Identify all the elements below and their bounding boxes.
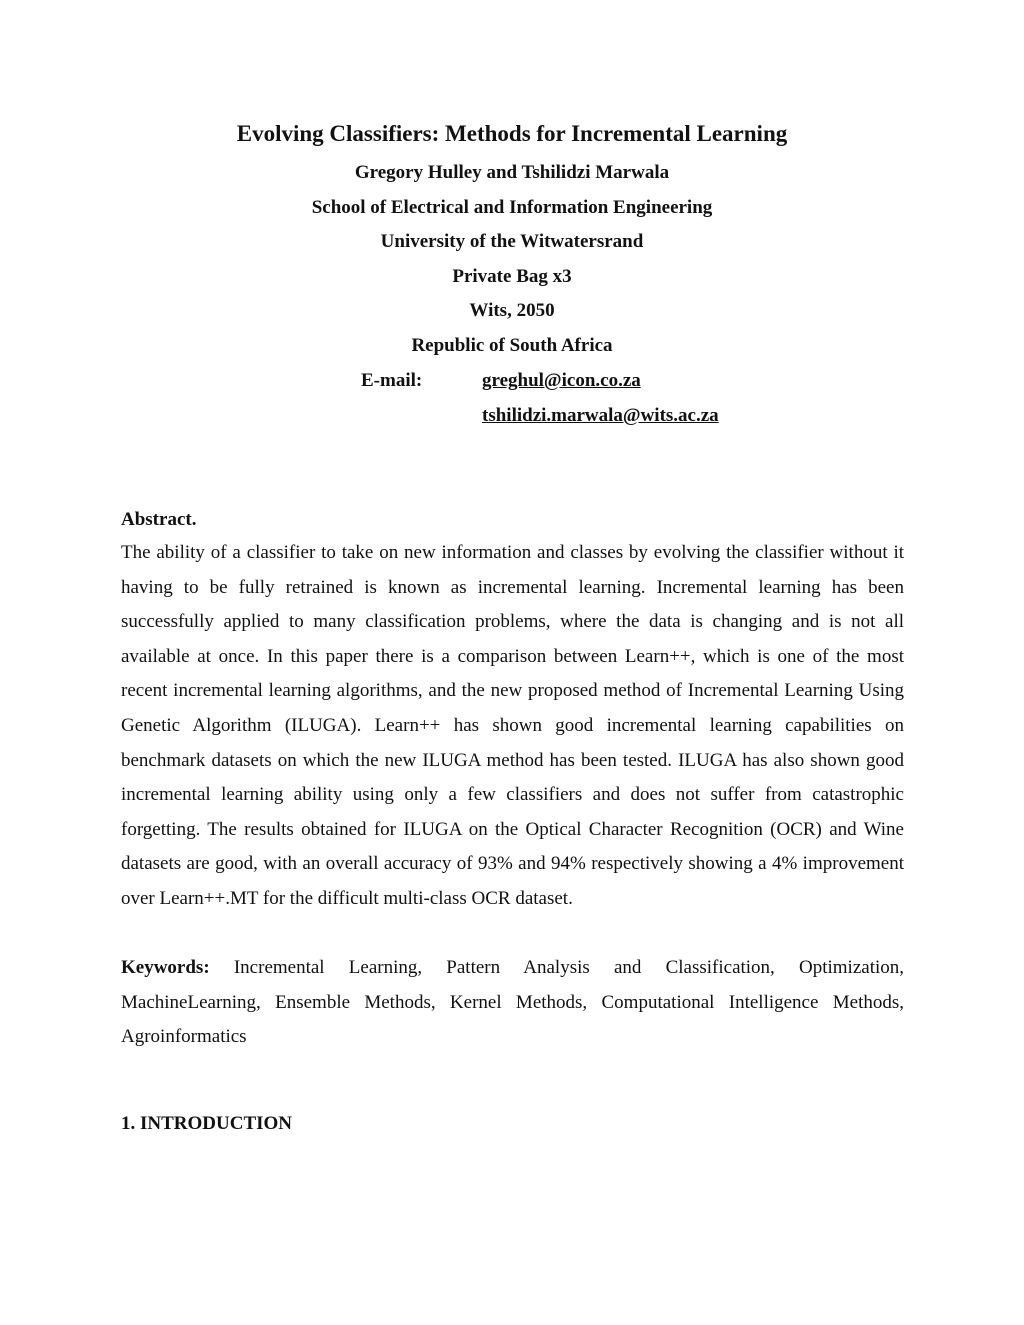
affiliation-university: University of the Witwatersrand xyxy=(380,231,644,252)
abstract-heading: Abstract. xyxy=(121,509,197,530)
affiliation-country: Republic of South Africa xyxy=(411,335,613,356)
email-link-1[interactable]: greghul@icon.co.za xyxy=(482,370,641,391)
abstract-body: The ability of a classifier to take on new information and classes by evolving the classifier without it having to be fully retrained is known as incremental learning. Incremental learning has been successfully applied to many classification problems, where the data is changing and is not all available at once. In this paper there is a comparison between Learn++, which is one of the most recent incremental learning algorithms, and the new proposed method of Incremental Learning Using Genetic Algorithm (ILUGA). Learn++ has shown good incremental learning capabilities on benchmark datasets on which the new ILUGA method has been tested. ILUGA has also shown good incremental learning ability using only a few classifiers and does not suffer from catastrophic forgetting. The results obtained for ILUGA on the Optical Character Recognition (OCR) and Wine datasets are good, with an overall accuracy of 93% and 94% respectively showing a 4% improvement over Learn++.MT for the difficult multi-class OCR dataset. xyxy=(121,542,904,909)
section-heading-introduction: 1. INTRODUCTION xyxy=(121,1113,293,1134)
email-label: E-mail: xyxy=(361,370,423,391)
keywords-text: Incremental Learning, Pattern Analysis and Classification, Optimization, MachineLearning, Ensemble Methods, Kernel Methods, Computational Intelligence Methods, Agroinformatics xyxy=(121,957,905,1048)
email-link-2[interactable]: tshilidzi.marwala@wits.ac.za xyxy=(482,405,719,426)
affiliation-school: School of Electrical and Information Engineering xyxy=(311,197,713,218)
affiliation-address-1: Private Bag x3 xyxy=(452,266,572,287)
keywords-label: Keywords: xyxy=(121,957,210,978)
keywords-paragraph xyxy=(121,951,904,1055)
paper-authors: Gregory Hulley and Tshilidzi Marwala xyxy=(354,162,670,183)
paper-title: Evolving Classifiers: Methods for Incremental Learning xyxy=(236,121,788,146)
affiliation-address-2: Wits, 2050 xyxy=(469,300,555,321)
